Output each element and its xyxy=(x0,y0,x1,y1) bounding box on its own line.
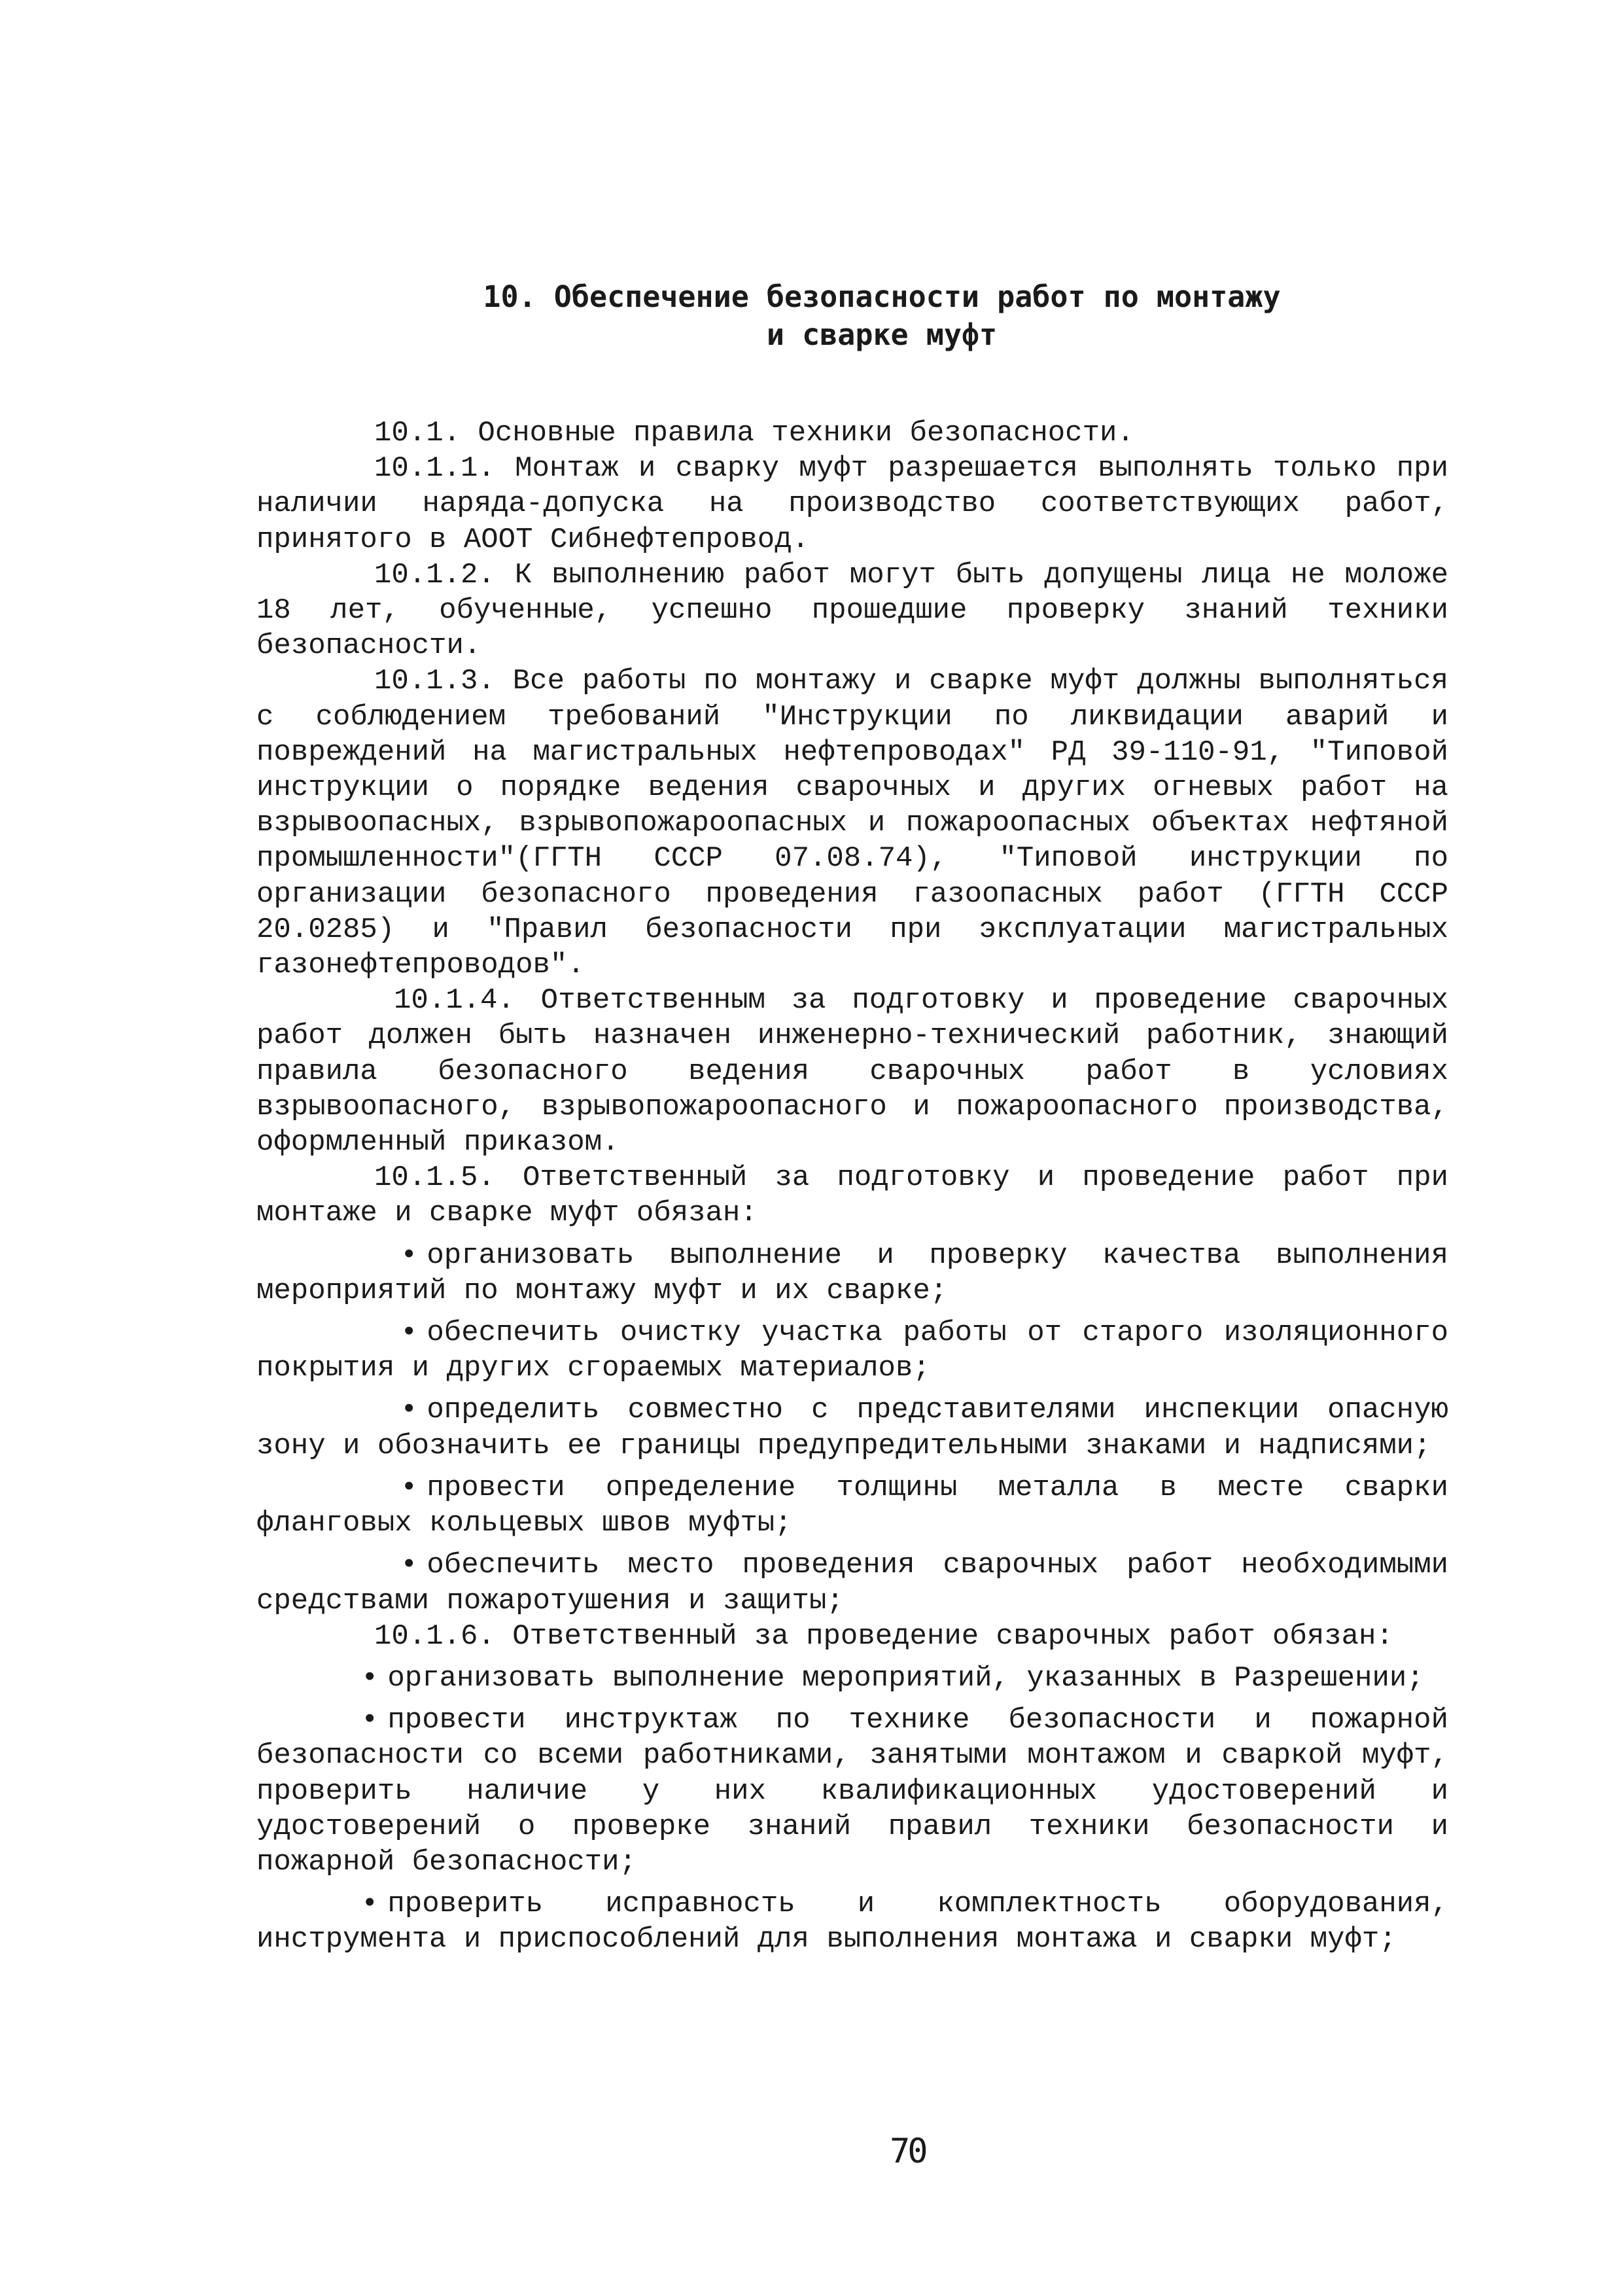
list-item-text: организовать выполнение мероприятий, указанных в Разрешении; xyxy=(387,1661,1424,1695)
list-item xyxy=(256,1315,1448,1386)
list-item xyxy=(256,1886,1448,1957)
paragraph-10-1-6: 10.1.6. Ответственный за проведение сварочных работ обязан: xyxy=(374,1619,1393,1653)
section-heading-line-2: и сварке муфт xyxy=(766,317,998,352)
list-item-text: провести инструктаж по технике безопасности и пожарной безопасности со всеми работниками, занятыми монтажом и сваркой муфт, проверить наличие у них квалификационных удостоверений и удостоверений о проверке знаний правил техники безопасности и пожарной безопасности; xyxy=(256,1704,1448,1879)
list-item-text: определить совместно с представителями инспекции опасную зону и обозначить ее границы предупредительными знаками и надписями; xyxy=(256,1394,1448,1462)
paragraph-10-1-3: 10.1.3. Все работы по монтажу и сварке муфт должны выполняться с соблюдением требований "Инструкции по ликвидации аварий и повреждений на магистральных нефтепроводах" РД 39-110-91, "Типовой инструкции о порядке ведения сварочных и других огневых работ на взрывоопасных, взрывопожароопасных и пожароопасных объектах нефтяной промышленности"(ГГТН СССР 07.08.74), "Типовой инструкции по организации безопасного проведения газоопасных работ (ГГТН СССР 20.0285) и "Правил безопасности при эксплуатации магистральных газонефтепроводов". xyxy=(256,665,1448,982)
list-item-text: провести определение толщины металла в месте сварки фланговых кольцевых швов муфты; xyxy=(256,1471,1448,1540)
list-item xyxy=(256,1392,1448,1463)
bullet-icon: • xyxy=(400,1316,418,1350)
list-item xyxy=(256,1547,1448,1618)
section-heading xyxy=(256,278,1448,354)
paragraph-10-1-5: 10.1.5. Ответственный за подготовку и проведение работ при монтаже и сварке муфт обязан: xyxy=(256,1161,1448,1230)
list-item xyxy=(256,1703,1448,1880)
list-item xyxy=(256,1238,1448,1309)
bullet-icon: • xyxy=(400,1394,418,1427)
bullet-icon: • xyxy=(361,1704,379,1737)
list-item-text: проверить исправность и комплектность оборудования, инструмента и приспособлений для выполнения монтажа и сварки муфт; xyxy=(256,1888,1448,1956)
list-item-text: обеспечить очистку участка работы от старого изоляционного покрытия и других сгораемых материалов; xyxy=(256,1316,1448,1385)
paragraph-10-1: 10.1. Основные правила техники безопасности. xyxy=(374,417,1134,450)
paragraph-10-1-4: 10.1.4. Ответственным за подготовку и проведение сварочных работ должен быть назначен инженерно-технический работник, знающий правила безопасного ведения сварочных работ в условиях взрывоопасного, взрывопожароопасного и пожароопасного производства, оформленный приказом. xyxy=(256,984,1448,1159)
list-item xyxy=(256,1661,1448,1696)
page-number: 70 xyxy=(890,2132,926,2171)
list-item-text: обеспечить место проведения сварочных работ необходимыми средствами пожаротушения и защиты; xyxy=(256,1549,1448,1617)
bullet-icon: • xyxy=(400,1471,418,1504)
paragraph-10-1-2: 10.1.2. К выполнению работ могут быть допущены лица не моложе 18 лет, обученные, успешно прошедшие проверку знаний техники безопасности. xyxy=(256,558,1448,663)
paragraph-10-1-1: 10.1.1. Монтаж и сварку муфт разрешается выполнять только при наличии наряда-допуска на производство соответствующих работ, принятого в АООТ Сибнефтепровод. xyxy=(256,452,1448,556)
list-item xyxy=(256,1470,1448,1541)
bullet-icon: • xyxy=(400,1549,418,1582)
list-item-text: организовать выполнение и проверку качества выполнения мероприятий по монтажу муфт и их сварке; xyxy=(256,1239,1448,1307)
section-heading-line-1: 10. Обеспечение безопасности работ по монтажу xyxy=(483,279,1281,314)
document-page xyxy=(256,278,1448,1958)
bullet-icon: • xyxy=(361,1888,379,1921)
document-body xyxy=(256,415,1448,1958)
bullet-icon: • xyxy=(361,1661,379,1695)
bullet-icon: • xyxy=(400,1239,418,1272)
